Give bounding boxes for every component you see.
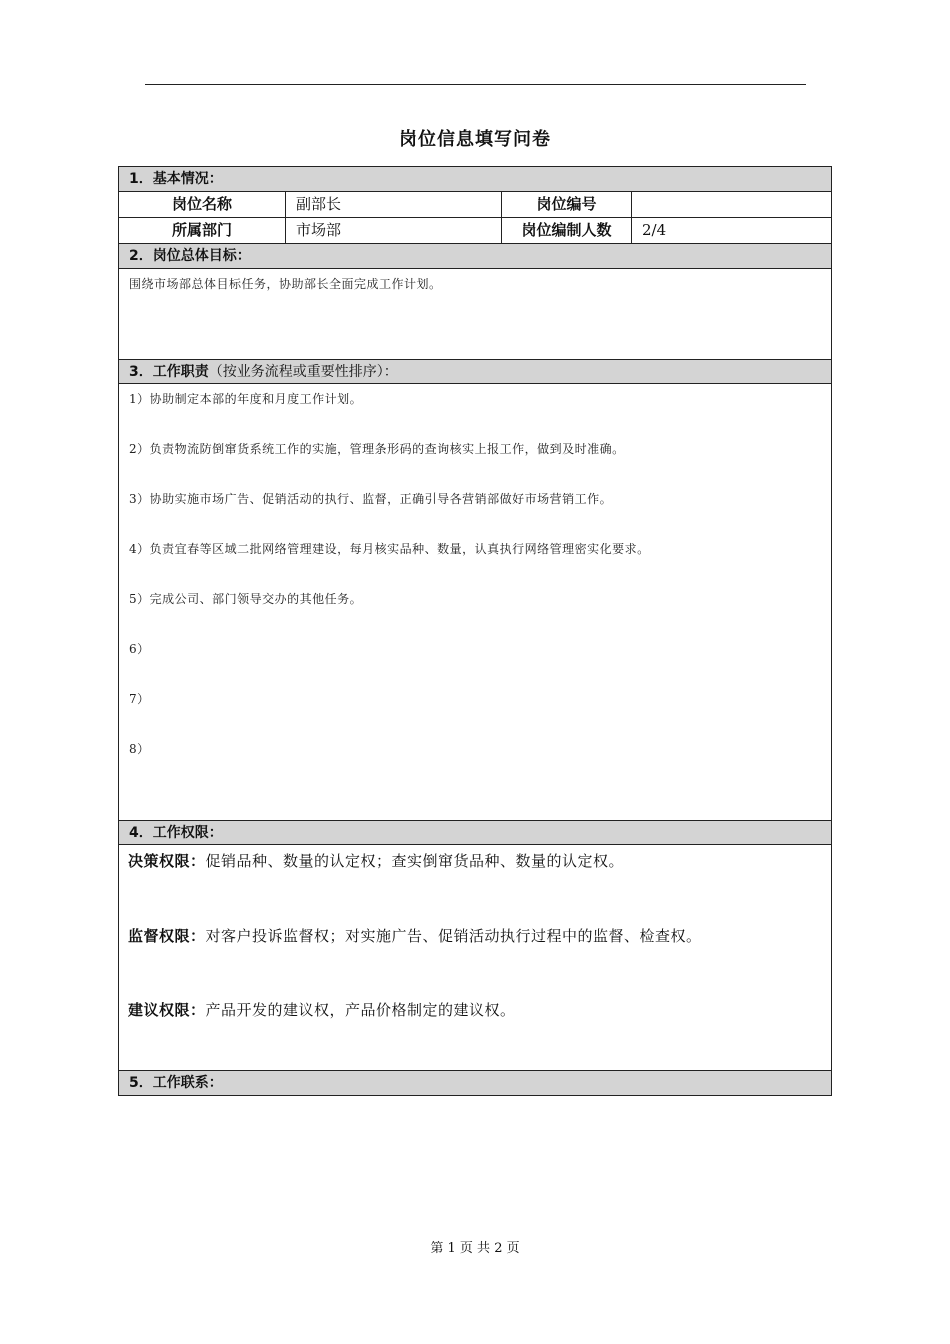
authority-supervision (128, 925, 702, 946)
job-title-label: 岗位名称 (119, 192, 286, 218)
department-label: 所属部门 (119, 218, 286, 244)
duty-item: 5）完成公司、部门领导交办的其他任务。 (129, 592, 363, 606)
headcount-label: 岗位编制人数 (502, 218, 632, 244)
duty-item: 7） (129, 692, 150, 706)
authority-text: 产品开发的建议权，产品价格制定的建议权。 (205, 1001, 516, 1019)
headcount-value: 2/4 (632, 218, 831, 244)
section-contacts-heading: 5．工作联系： (119, 1070, 831, 1095)
page-number: 第 1 页 共 2 页 (430, 1241, 520, 1256)
section-basic-heading: 1．基本情况： (119, 167, 831, 192)
job-code-value (632, 192, 831, 218)
authority-suggestion (128, 999, 516, 1020)
authority-text: 促销品种、数量的认定权；查实倒窜货品种、数量的认定权。 (205, 852, 625, 870)
section-goal-heading: 2．岗位总体目标： (119, 244, 831, 269)
section-authority-heading: 4．工作权限： (119, 820, 831, 845)
authority-label: 建议权限： (128, 1001, 206, 1019)
duty-item: 2）负责物流防倒窜货系统工作的实施，管理条形码的查询核实上报工作，做到及时准确。 (129, 442, 625, 456)
section-duties-heading: 3．工作职责（按业务流程或重要性排序）： (119, 359, 831, 384)
header-rule (145, 84, 806, 85)
duty-item: 6） (129, 642, 150, 656)
authority-text: 对客户投诉监督权；对实施广告、促销活动执行过程中的监督、检查权。 (205, 927, 702, 945)
duty-item: 8） (129, 742, 150, 756)
duty-item: 3）协助实施市场广告、促销活动的执行、监督，正确引导各营销部做好市场营销工作。 (129, 492, 613, 506)
authority-decision (128, 850, 624, 871)
authority-label: 监督权限： (128, 927, 206, 945)
document-title: 岗位信息填写问卷 (399, 129, 551, 150)
basic-info-grid (119, 192, 831, 244)
duty-item: 4）负责宜春等区域二批网络管理建设，每月核实品种、数量，认真执行网络管理密实化要求。 (129, 542, 650, 556)
duty-item: 1）协助制定本部的年度和月度工作计划。 (129, 392, 363, 406)
authority-label: 决策权限： (128, 852, 206, 870)
job-title-value: 副部长 (286, 192, 502, 218)
department-value: 市场部 (286, 218, 502, 244)
questionnaire-form (118, 166, 832, 1096)
job-code-label: 岗位编号 (502, 192, 632, 218)
goal-text: 围绕市场部总体目标任务，协助部长全面完成工作计划。 (129, 277, 442, 291)
